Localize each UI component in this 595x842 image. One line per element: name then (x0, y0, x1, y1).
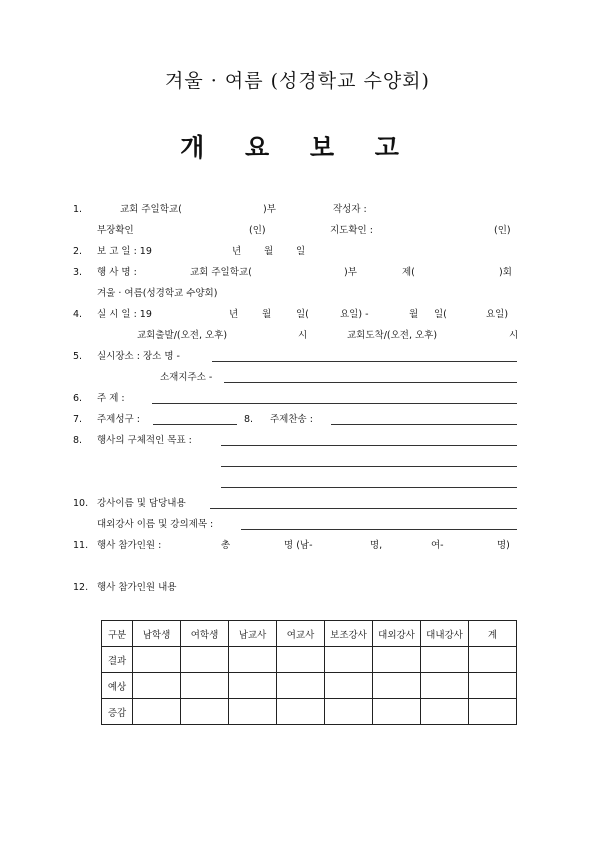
item-number-8-hymn: 8. (244, 414, 254, 425)
document-title: 겨울 · 여름 (성경학교 수양회) (165, 70, 430, 92)
event-goal-label: 행사의 구체적인 목표 : (97, 435, 192, 446)
table-header-cell: 대외강사 (373, 621, 421, 647)
outside-speaker-label: 대외강사 이름 및 강의제목 : (97, 519, 214, 530)
church-school-label: 교회 주일학교( (190, 267, 252, 278)
item-number-12: 12. (73, 582, 89, 593)
item-number-3: 3. (73, 267, 83, 278)
venue-name-label: 실시장소 : 장소 명 - (97, 351, 180, 362)
venue-name-line[interactable] (212, 361, 517, 362)
table-cell[interactable] (133, 699, 181, 725)
outside-speaker-line[interactable] (241, 529, 517, 530)
speaker-label: 강사이름 및 담당내용 (97, 498, 186, 509)
table-cell[interactable] (133, 647, 181, 673)
table-header-row (102, 621, 517, 647)
row-label-cell: 결과 (102, 647, 133, 673)
theme-verse-line[interactable] (153, 424, 237, 425)
start-day-label: 일( (296, 309, 309, 320)
table-cell[interactable] (421, 673, 469, 699)
event-goal-line[interactable] (221, 487, 517, 488)
table-cell[interactable] (421, 647, 469, 673)
item-number-1: 1. (73, 204, 83, 215)
table-cell[interactable] (277, 699, 325, 725)
item-number-5: 5. (73, 351, 83, 362)
month-label: 월 (264, 246, 274, 257)
table-header-cell: 남교사 (229, 621, 277, 647)
table-header-cell: 계 (469, 621, 517, 647)
dept-head-confirm-label: 부장확인 (97, 225, 134, 236)
day-label: 일 (296, 246, 306, 257)
female-count-label: 여- (431, 540, 444, 551)
month-label: 월 (262, 309, 272, 320)
session-number-label: 제( (402, 267, 415, 278)
item-number-6: 6. (73, 393, 83, 404)
venue-address-line[interactable] (224, 382, 517, 383)
end-weekday-label: 요일) (486, 309, 509, 320)
people-unit-label: 명, (370, 540, 383, 551)
event-goal-line[interactable] (221, 445, 517, 446)
theme-verse-label: 주제성구 : (97, 414, 140, 425)
table-cell[interactable] (373, 699, 421, 725)
arrival-hour-label: 시 (509, 330, 519, 341)
item-number-8: 8. (73, 435, 83, 446)
item-number-10: 10. (73, 498, 89, 509)
church-school-label: 교회 주일학교( (120, 204, 182, 215)
department-suffix: )부 (344, 267, 357, 278)
table-cell[interactable] (421, 699, 469, 725)
table-row (102, 647, 517, 673)
table-header-cell: 여학생 (181, 621, 229, 647)
table-cell[interactable] (469, 647, 517, 673)
table-cell[interactable] (181, 699, 229, 725)
table-header-cell: 구분 (102, 621, 133, 647)
table-row (102, 699, 517, 725)
table-cell[interactable] (181, 673, 229, 699)
table-cell[interactable] (229, 699, 277, 725)
attendance-table (101, 620, 517, 725)
table-cell[interactable] (469, 699, 517, 725)
speaker-line[interactable] (210, 508, 517, 509)
table-cell[interactable] (277, 647, 325, 673)
row-label-cell: 예상 (102, 673, 133, 699)
table-cell[interactable] (469, 673, 517, 699)
item-number-4: 4. (73, 309, 83, 320)
report-heading: 개 요 보 고 (180, 133, 415, 162)
table-header-cell: 여교사 (277, 621, 325, 647)
end-day-label: 일( (434, 309, 447, 320)
departure-hour-label: 시 (298, 330, 308, 341)
table-cell[interactable] (229, 647, 277, 673)
theme-hymn-label: 주제찬송 : (270, 414, 313, 425)
year-label: 년 (229, 309, 239, 320)
writer-label: 작성자 : (333, 204, 367, 215)
table-cell[interactable] (325, 699, 373, 725)
table-cell[interactable] (133, 673, 181, 699)
theme-label: 주 제 : (97, 393, 125, 404)
departure-label: 교회출발/(오전, 오후) (137, 330, 228, 341)
people-unit-close: 명) (497, 540, 510, 551)
table-cell[interactable] (373, 673, 421, 699)
item-number-7: 7. (73, 414, 83, 425)
table-cell[interactable] (229, 673, 277, 699)
event-goal-line[interactable] (221, 466, 517, 467)
attendance-label: 행사 참가인원 : (97, 540, 162, 551)
season-label: 겨울 · 여름(성경학교 수양회) (97, 288, 218, 299)
table-cell[interactable] (325, 647, 373, 673)
table-cell[interactable] (325, 673, 373, 699)
director-confirm-label: 지도확인 : (330, 225, 373, 236)
male-count-label: 명 (남- (284, 540, 313, 551)
table-cell[interactable] (181, 647, 229, 673)
theme-hymn-line[interactable] (331, 424, 517, 425)
theme-line[interactable] (152, 403, 517, 404)
row-label-cell: 증감 (102, 699, 133, 725)
seal-mark: (인) (494, 225, 511, 236)
table-header-cell: 대내강사 (421, 621, 469, 647)
department-suffix: )부 (263, 204, 276, 215)
total-label: 총 (221, 540, 231, 551)
session-suffix: )회 (499, 267, 512, 278)
start-weekday-label: 요일) - (340, 309, 369, 320)
table-header-cell: 보조강사 (325, 621, 373, 647)
arrival-label: 교회도착/(오전, 오후) (347, 330, 438, 341)
table-cell[interactable] (277, 673, 325, 699)
attendance-detail-label: 행사 참가인원 내용 (97, 582, 177, 593)
item-number-2: 2. (73, 246, 83, 257)
venue-address-label: 소재지주소 - (160, 372, 213, 383)
table-header-cell: 남학생 (133, 621, 181, 647)
event-name-label: 행 사 명 : (97, 267, 137, 278)
year-label: 년 (232, 246, 242, 257)
table-cell[interactable] (373, 647, 421, 673)
item-number-11: 11. (73, 540, 89, 551)
execution-date-label: 실 시 일 : 19 (97, 309, 152, 320)
seal-mark: (인) (249, 225, 266, 236)
table-row (102, 673, 517, 699)
report-date-label: 보 고 일 : 19 (97, 246, 152, 257)
end-month-label: 월 (409, 309, 419, 320)
